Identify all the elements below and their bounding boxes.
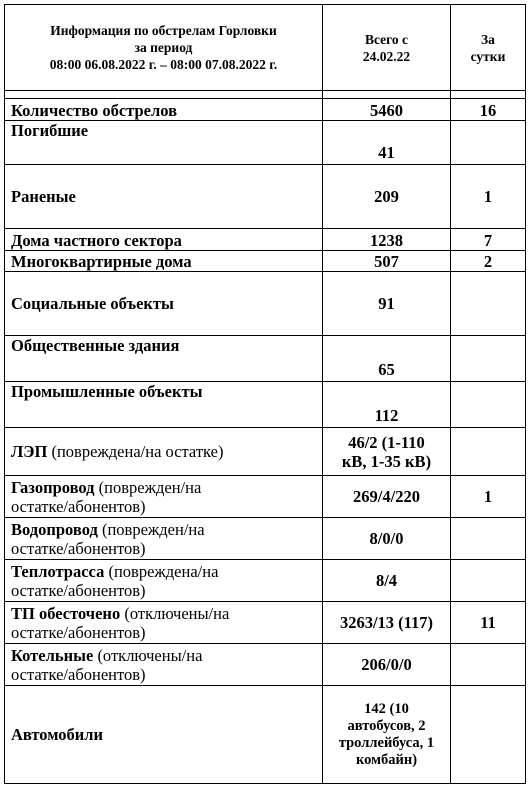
row-label: Погибшие <box>5 121 323 165</box>
header-title-cell <box>5 5 323 91</box>
row-day <box>451 644 526 686</box>
row-label: ЛЭП (повреждена/на остатке) <box>5 428 323 476</box>
row-label: Водопровод (поврежден/на остатке/абонентов) <box>5 518 323 560</box>
row-day <box>451 336 526 382</box>
row-label: Многоквартирные дома <box>5 251 323 272</box>
row-total: 206/0/0 <box>323 644 451 686</box>
row-label: Количество обстрелов <box>5 99 323 121</box>
table-row <box>5 382 526 428</box>
row-day: 16 <box>451 99 526 121</box>
table-row <box>5 229 526 251</box>
row-total-line: 46/2 (1-110 <box>348 432 425 452</box>
row-total-line: комбайн) <box>355 751 418 768</box>
row-total-line: 142 (10 <box>364 700 409 717</box>
row-day: 2 <box>451 251 526 272</box>
row-label: Газопровод (поврежден/на остатке/абонентов) <box>5 476 323 518</box>
header-total-line1: Всего с <box>364 31 409 47</box>
row-total <box>323 686 451 784</box>
row-day <box>451 382 526 428</box>
spacer-row <box>5 91 526 99</box>
row-label: Раненые <box>5 165 323 229</box>
row-total: 8/4 <box>323 560 451 602</box>
row-day <box>451 518 526 560</box>
table-row <box>5 644 526 686</box>
table-row <box>5 272 526 336</box>
table-header-row <box>5 5 526 91</box>
header-total-line2: 24.02.22 <box>362 48 411 64</box>
row-total: 91 <box>323 272 451 336</box>
row-day <box>451 560 526 602</box>
table-row <box>5 518 526 560</box>
table-row <box>5 686 526 784</box>
table-row <box>5 121 526 165</box>
row-day <box>451 121 526 165</box>
row-label: Общественные здания <box>5 336 323 382</box>
row-label: Теплотрасса (повреждена/на остатке/абонентов) <box>5 560 323 602</box>
row-total: 5460 <box>323 99 451 121</box>
table-row <box>5 560 526 602</box>
header-day-line2: сутки <box>470 48 506 64</box>
row-total <box>323 428 451 476</box>
row-day: 7 <box>451 229 526 251</box>
row-day <box>451 686 526 784</box>
row-label: Котельные (отключены/на остатке/абонентов) <box>5 644 323 686</box>
row-day: 11 <box>451 602 526 644</box>
row-label: Промышленные объекты <box>5 382 323 428</box>
table-row <box>5 602 526 644</box>
row-total: 269/4/220 <box>323 476 451 518</box>
header-title-line2: за период <box>134 40 193 55</box>
row-day <box>451 272 526 336</box>
table-row <box>5 428 526 476</box>
row-label: Дома частного сектора <box>5 229 323 251</box>
header-title-line1: Информация по обстрелам Горловки <box>50 23 277 38</box>
row-total-line: троллейбуса, 1 <box>338 734 435 751</box>
row-day: 1 <box>451 476 526 518</box>
row-total: 1238 <box>323 229 451 251</box>
shelling-info-table <box>4 4 526 784</box>
row-total: 209 <box>323 165 451 229</box>
row-total-line: автобусов, 2 <box>347 717 426 734</box>
row-total: 3263/13 (117) <box>323 602 451 644</box>
row-total: 507 <box>323 251 451 272</box>
row-total: 8/0/0 <box>323 518 451 560</box>
header-day-cell <box>451 5 526 91</box>
row-total: 41 <box>323 121 451 165</box>
header-total-cell <box>323 5 451 91</box>
row-day: 1 <box>451 165 526 229</box>
row-label: Автомобили <box>5 686 323 784</box>
header-day-line1: За <box>481 31 495 47</box>
row-total: 112 <box>323 382 451 428</box>
row-label: Социальные объекты <box>5 272 323 336</box>
row-total-line: кВ, 1-35 кВ) <box>341 451 432 471</box>
row-label: ТП обесточено (отключены/на остатке/абонентов) <box>5 602 323 644</box>
table-row <box>5 336 526 382</box>
row-day <box>451 428 526 476</box>
table-row <box>5 165 526 229</box>
table-row <box>5 99 526 121</box>
table-row <box>5 476 526 518</box>
row-total: 65 <box>323 336 451 382</box>
header-title-line3: 08:00 06.08.2022 г. – 08:00 07.08.2022 г. <box>49 57 278 72</box>
table-row <box>5 251 526 272</box>
